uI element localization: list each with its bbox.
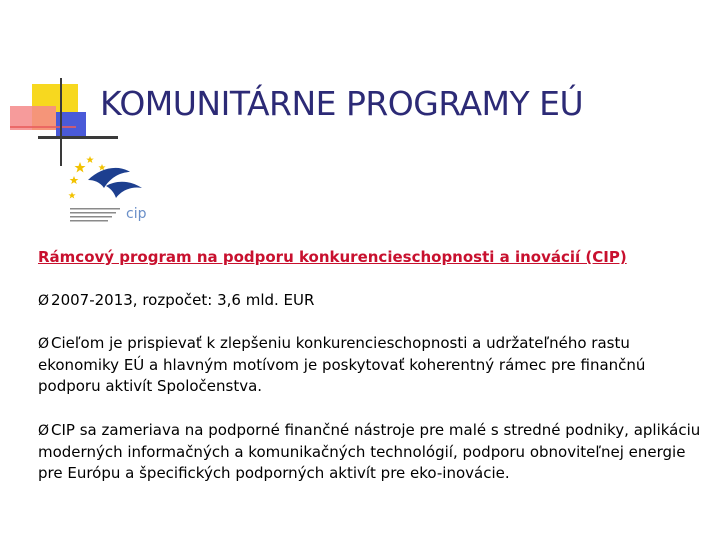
arrow-bullet-icon: Ø [38, 423, 50, 439]
arrow-bullet-icon: Ø [38, 336, 50, 352]
bullet-item [38, 333, 710, 397]
bullet-text: CIP sa zameriava na podporné finančné nástroje pre malé s stredné podniky, aplikáciu moderných informačných a komunikačných technológií, podporu obnoviteľnej energie pre Európu a špecifických podporných aktivít pre eko-inovácie. [38, 421, 701, 482]
bullet-item [38, 420, 710, 484]
bullet-text: 2007-2013, rozpočet: 3,6 mld. EUR [51, 291, 315, 309]
program-heading: Rámcový program na podporu konkurencieschopnosti a inovácií (CIP) [38, 248, 627, 266]
cip-logo-text: cip [126, 206, 147, 222]
decor-vertical-line [60, 78, 62, 166]
eu-stars-cip-logo-icon [66, 150, 166, 230]
slide-title: KOMUNITÁRNE PROGRAMY EÚ [100, 84, 584, 123]
decor-red-line [10, 126, 76, 128]
bullet-item [38, 290, 710, 312]
arrow-bullet-icon: Ø [38, 293, 50, 309]
decor-horizontal-line [38, 136, 118, 139]
bullet-text: Cieľom je prispievať k zlepšeniu konkurencieschopnosti a udržateľného rastu ekonomiky EÚ a hlavným motívom je poskytovať koherentný rámec pre finančnú podporu aktivít Spoločenstva. [38, 334, 646, 395]
